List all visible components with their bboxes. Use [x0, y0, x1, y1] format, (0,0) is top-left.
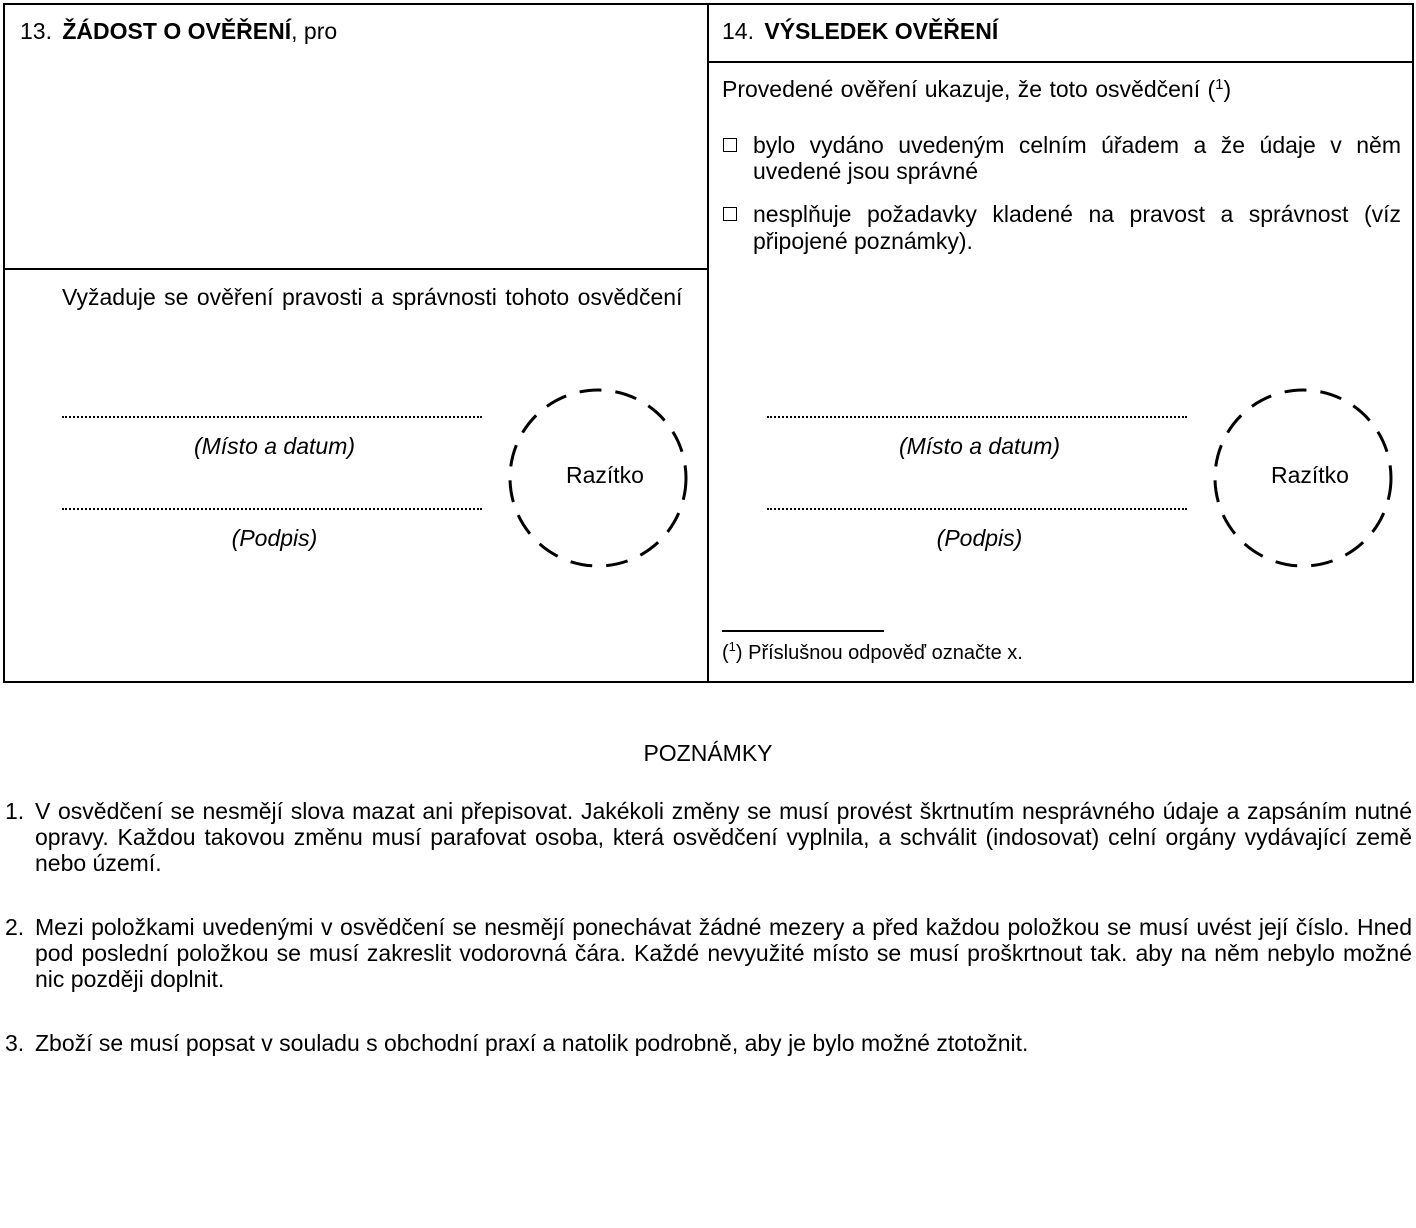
box13-number: 13.: [20, 18, 52, 44]
box13-stamp-label: Razítko: [566, 462, 644, 488]
frame-divider-vertical: [707, 3, 709, 683]
box14-option2-line1: nesplňuje požadavky kladené na pravost a správnost (víz: [753, 201, 1401, 227]
box13-signature-label: (Podpis): [231, 525, 318, 551]
note-3-text: Zboží se musí popsat v souladu s obchodní praxí a natolik podrobně, aby je bylo možné ztotožnit.: [35, 1030, 1029, 1056]
box14-footnote: ($^1$) Příslušnou odpověď označte x.: [722, 639, 1023, 664]
box14-footnote-ref: 1: [728, 639, 736, 654]
box14-option1-line1: bylo vydáno uvedeným celním úřadem a že údaje v něm: [753, 132, 1401, 158]
box14-divider-horizontal: [708, 61, 1413, 63]
box13-heading: [20, 18, 337, 45]
box13-signature-line[interactable]: [62, 508, 482, 510]
frame-right: [1412, 3, 1414, 683]
note-1-number: 1.: [5, 798, 25, 824]
note-2-text: Mezi položkami uvedenými v osvědčení se nesmějí ponechávat žádné mezery a před každou položkou se musí uvést její číslo. Hned pod poslední položkou se musí zakreslit vodorovná čára. Každé nevyužité místo se musí proškrtnout tak. aby na něm nebylo možné nic později doplnit.: [35, 914, 1412, 992]
box14-stamp-label: Razítko: [1271, 462, 1349, 488]
box14-signature-label: (Podpis): [936, 525, 1023, 551]
box13-request-text: Vyžaduje se ověření pravosti a správnosti tohoto osvědčení: [62, 284, 683, 310]
box14-intro: Provedené ověření ukazuje, že toto osvědčení ($^1$): [722, 76, 1232, 102]
box14-option2-checkbox[interactable]: [723, 207, 737, 221]
notes-heading: POZNÁMKY: [643, 740, 773, 766]
box13-place-date-line[interactable]: [62, 416, 482, 418]
box14-place-date-line[interactable]: [767, 416, 1187, 418]
box14-footnote-rule: [722, 630, 884, 632]
box14-option1-checkbox[interactable]: [723, 138, 737, 152]
box14-intro-ref: 1: [1215, 76, 1224, 93]
box13-title-suffix: , pro: [291, 18, 338, 44]
box14-title: VÝSLEDEK OVĚŘENÍ: [764, 18, 999, 44]
box14-heading: [722, 18, 998, 45]
box14-signature-line[interactable]: [767, 508, 1187, 510]
note-3-number: 3.: [5, 1030, 25, 1056]
box14-option2-line2: připojené poznámky).: [753, 228, 973, 254]
frame-left: [3, 3, 5, 683]
box13-divider-horizontal: [3, 268, 708, 270]
box14-option1-line2: uvedené jsou správné: [753, 158, 979, 184]
note-2-number: 2.: [5, 914, 25, 940]
box13-place-date-label: (Místo a datum): [193, 433, 356, 459]
box14-place-date-label: (Místo a datum): [898, 433, 1061, 459]
box14-number: 14.: [722, 18, 754, 44]
box13-title: ŽÁDOST O OVĚŘENÍ: [62, 18, 292, 44]
note-1-text: V osvědčení se nesmějí slova mazat ani přepisovat. Jakékoli změny se musí provést škrtnutím nesprávného údaje a zapsáním nutné opravy. Každou takovou změnu musí parafovat osoba, která osvědčení vyplnila, a schválit (indosovat) celní orgány vydávající země nebo území.: [35, 798, 1412, 876]
